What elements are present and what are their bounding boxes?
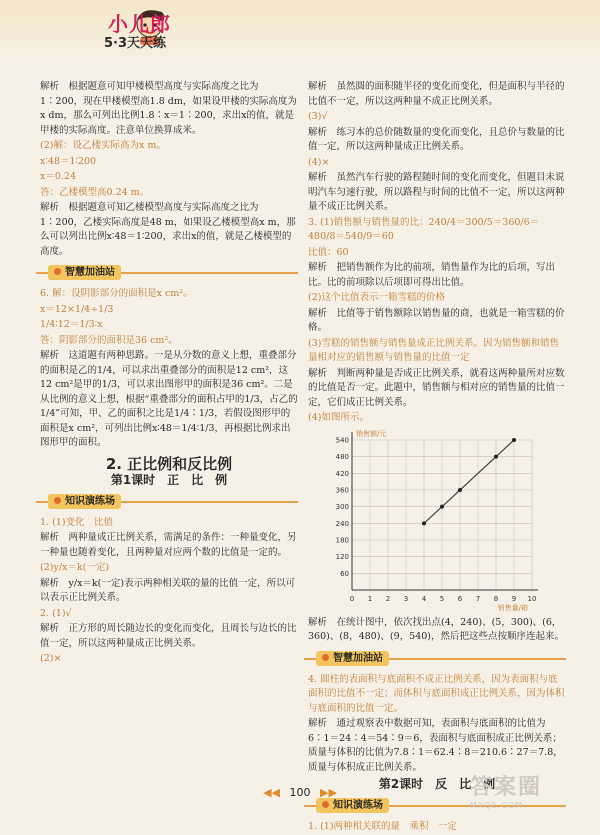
answer-line: x∶48＝1∶200 — [40, 155, 97, 167]
chart-title: 销售额/元 — [356, 429, 387, 438]
watermark-title: 答案圈 — [470, 775, 543, 800]
answer-line: (3)雪糕的销售额与销售量成正比例关系。因为销售额和销售量相对应的销售额与销售量的比值一定 — [308, 337, 559, 363]
series-line — [424, 440, 514, 523]
answer-line: (4)× — [308, 156, 330, 168]
answer-line: 答：乙楼模型高0.24 m。 — [40, 186, 150, 198]
strip-label: 知识演练场 — [48, 494, 121, 509]
answer-line: x＝0.24 — [40, 171, 77, 182]
brand-title: 小儿郎 — [108, 12, 171, 36]
y-tick-label: 60 — [340, 569, 349, 578]
text-block: 解析 根据题意可知甲楼模型高度与实际高度之比为1∶200，现在甲楼模型高1.8 dm，如果设甲楼的实际高度为x dm，那么可列出比例1.8∶x＝1∶200，求出x的值，就是甲楼的实际高度。注意单位换算成米。 — [40, 81, 297, 136]
y-tick-label: 360 — [335, 486, 349, 494]
x-tick-label: 8 — [493, 594, 499, 603]
text-block: 解析 练习本的总价随数量的变化而变化，且总价与数量的比值一定，所以这两种量成正比例关系。 — [308, 126, 565, 152]
answer-line: 6. 解：设阴影部分的面积是x cm²。 — [40, 288, 193, 299]
brand-series: 5·3天天练 — [104, 36, 167, 51]
section-title: 2. 正比例和反比例 — [105, 454, 233, 473]
text-block: 解析 通过观察表中数据可知，表面积与底面积的比值为6∶1＝24∶4＝54∶9＝6，表面积与底面积成正比例关系；质量与体积的比值为7.8∶1＝62.4∶8＝210.6∶27＝7.8，质量与体积成正比例关系。 — [308, 718, 563, 773]
watermark-url: MXQE.COM — [470, 801, 524, 810]
y-tick-label: 300 — [335, 502, 349, 511]
x-tick-label: 0 — [349, 594, 355, 603]
right-column — [308, 80, 566, 835]
x-tick-label: 10 — [527, 594, 537, 603]
lesson-title: 第2课时 反 比 例 — [378, 777, 496, 791]
x-tick-label: 7 — [475, 594, 481, 603]
x-tick-label: 1 — [367, 594, 373, 603]
text-block: 解析 这道题有两种思路。一是从分数的意义上想，重叠部分的面积是乙的1/4，可以求出重叠部分的面积是12 cm²，这12 cm²是甲的1/3，可以求出图形甲的面积是36 cm²。二是从比例的意义上想，根据“重叠部分的面积占甲的1/3，占乙的1/4”可知，甲、乙的面积之比是1/4∶1/3，若假设图形甲的面积是x cm²，可列出比例x∶48＝1/4∶1/3，再根据比例求出图形甲的面积。 — [40, 350, 298, 448]
x-tick-label: 4 — [421, 594, 427, 603]
prev-page-icon[interactable]: ◀◀ — [263, 786, 280, 799]
y-tick-label: 480 — [335, 452, 349, 461]
chart-svg — [322, 428, 542, 614]
left-column — [40, 80, 298, 668]
section-strip — [304, 651, 566, 667]
text-block: 解析 虽然汽车行驶的路程随时间的变化而变化，但题目未说明汽车匀速行驶，所以路程与时间的比值不一定，所以这两种量不成正比例关系。 — [308, 172, 565, 212]
header — [0, 0, 600, 64]
text-block: 解析 两种量成正比例关系，需满足的条件：一种量变化，另一种量也随着变化，且两种量对应两个数的比值是一定的。 — [40, 532, 297, 558]
data-point — [512, 438, 516, 442]
answer-line: 2. (1)√ — [40, 607, 72, 619]
text-block: 解析 在统计图中，依次找出点(4，240)、(5，300)、(6，360)、(8，480)、(9，540)，然后把这些点按顺序连起来。 — [308, 616, 565, 642]
lesson-title: 第1课时 正 比 例 — [110, 473, 228, 487]
answer-line: 1/4∶12＝1/3∶x — [40, 319, 103, 330]
answer-line: 比值：60 — [308, 246, 349, 258]
x-tick-label: 3 — [403, 594, 409, 603]
answer-line: 3. (1)销售额与销售量的比：240/4＝300/5＝360/6＝480/8＝540/9＝60 — [308, 216, 540, 242]
text-block: 解析 比值等于销售额除以销售量的商，也就是一箱雪糕的价格。 — [308, 307, 565, 333]
x-axis-label: 销售量/箱 — [497, 603, 528, 612]
section-strip — [36, 265, 298, 281]
text-block: 解析 判断两种量是否成正比例关系，就看这两种量所对应数的比值是否一定。此题中，销售额与相对应的销售量的比值一定，它们成正比例关系。 — [308, 367, 565, 408]
watermark — [470, 770, 592, 808]
answer-line: (4)如图所示。 — [308, 412, 369, 423]
y-tick-label: 240 — [335, 519, 349, 528]
answer-line: 4. 圆柱的表面积与底面积不成正比例关系，因为表面积与底面积的比值不一定；而体积与底面积成正比例关系，因为体积与底面积的比值一定。 — [308, 673, 565, 714]
answer-line: (3)√ — [308, 111, 328, 122]
section-strip — [36, 494, 298, 510]
x-tick-label: 5 — [439, 594, 445, 603]
answer-line: 答：阴影部分的面积是36 cm²。 — [40, 334, 178, 346]
sales-chart — [322, 428, 542, 614]
answer-line: (2)y/x＝k(一定) — [40, 562, 110, 573]
y-tick-label: 180 — [335, 536, 349, 544]
x-tick-label: 2 — [385, 594, 391, 603]
strip-label: 智慧加油站 — [316, 651, 389, 666]
text-block: 解析 根据题意可知乙楼模型高度与实际高度之比为1∶200，乙楼实际高度是48 m，如果设乙楼模型高x m，那么可以列出比例x∶48＝1∶200，求出x的值，就是乙楼模型的高度。 — [40, 202, 296, 257]
answer-line: x＝12×1/4÷1/3 — [40, 303, 114, 315]
next-page-icon[interactable]: ▶▶ — [320, 786, 337, 799]
answer-line: (2)解：设乙楼实际高为x m。 — [40, 140, 166, 151]
text-block: 解析 把销售额作为比的前项，销售量作为比的后项，写出比。比的前项除以后项即可得出比值。 — [308, 262, 556, 288]
answer-line: (2)× — [40, 653, 62, 664]
y-tick-label: 120 — [335, 552, 349, 561]
text-block: 解析 y/x＝k(一定)表示两种相关联的量的比值一定，所以可以表示正比例关系。 — [40, 577, 296, 603]
data-point — [422, 521, 426, 525]
data-point — [440, 504, 444, 508]
strip-label: 知识演练场 — [316, 798, 389, 813]
y-tick-label: 540 — [335, 436, 349, 444]
strip-label: 智慧加油站 — [48, 265, 121, 280]
y-tick-label: 420 — [335, 469, 349, 478]
text-block: 解析 正方形的周长随边长的变化而变化，且周长与边长的比值一定，所以这两种量成正比例关系。 — [40, 623, 297, 649]
answer-line: (2)这个比值表示一箱雪糕的价格 — [308, 292, 445, 303]
answer-line: 1. (1)变化 比值 — [40, 516, 114, 528]
answer-line: 1. (1)两种相关联的量 乘积 一定 — [308, 820, 458, 832]
text-block: 解析 虽然圆的面积随半径的变化而变化，但是面积与半径的比值不一定，所以这两种量不成正比例关系。 — [308, 81, 565, 107]
x-tick-label: 6 — [457, 594, 463, 603]
data-point — [494, 454, 498, 458]
page-number: 100 — [289, 786, 311, 799]
data-point — [458, 488, 462, 492]
x-tick-label: 9 — [511, 594, 517, 603]
